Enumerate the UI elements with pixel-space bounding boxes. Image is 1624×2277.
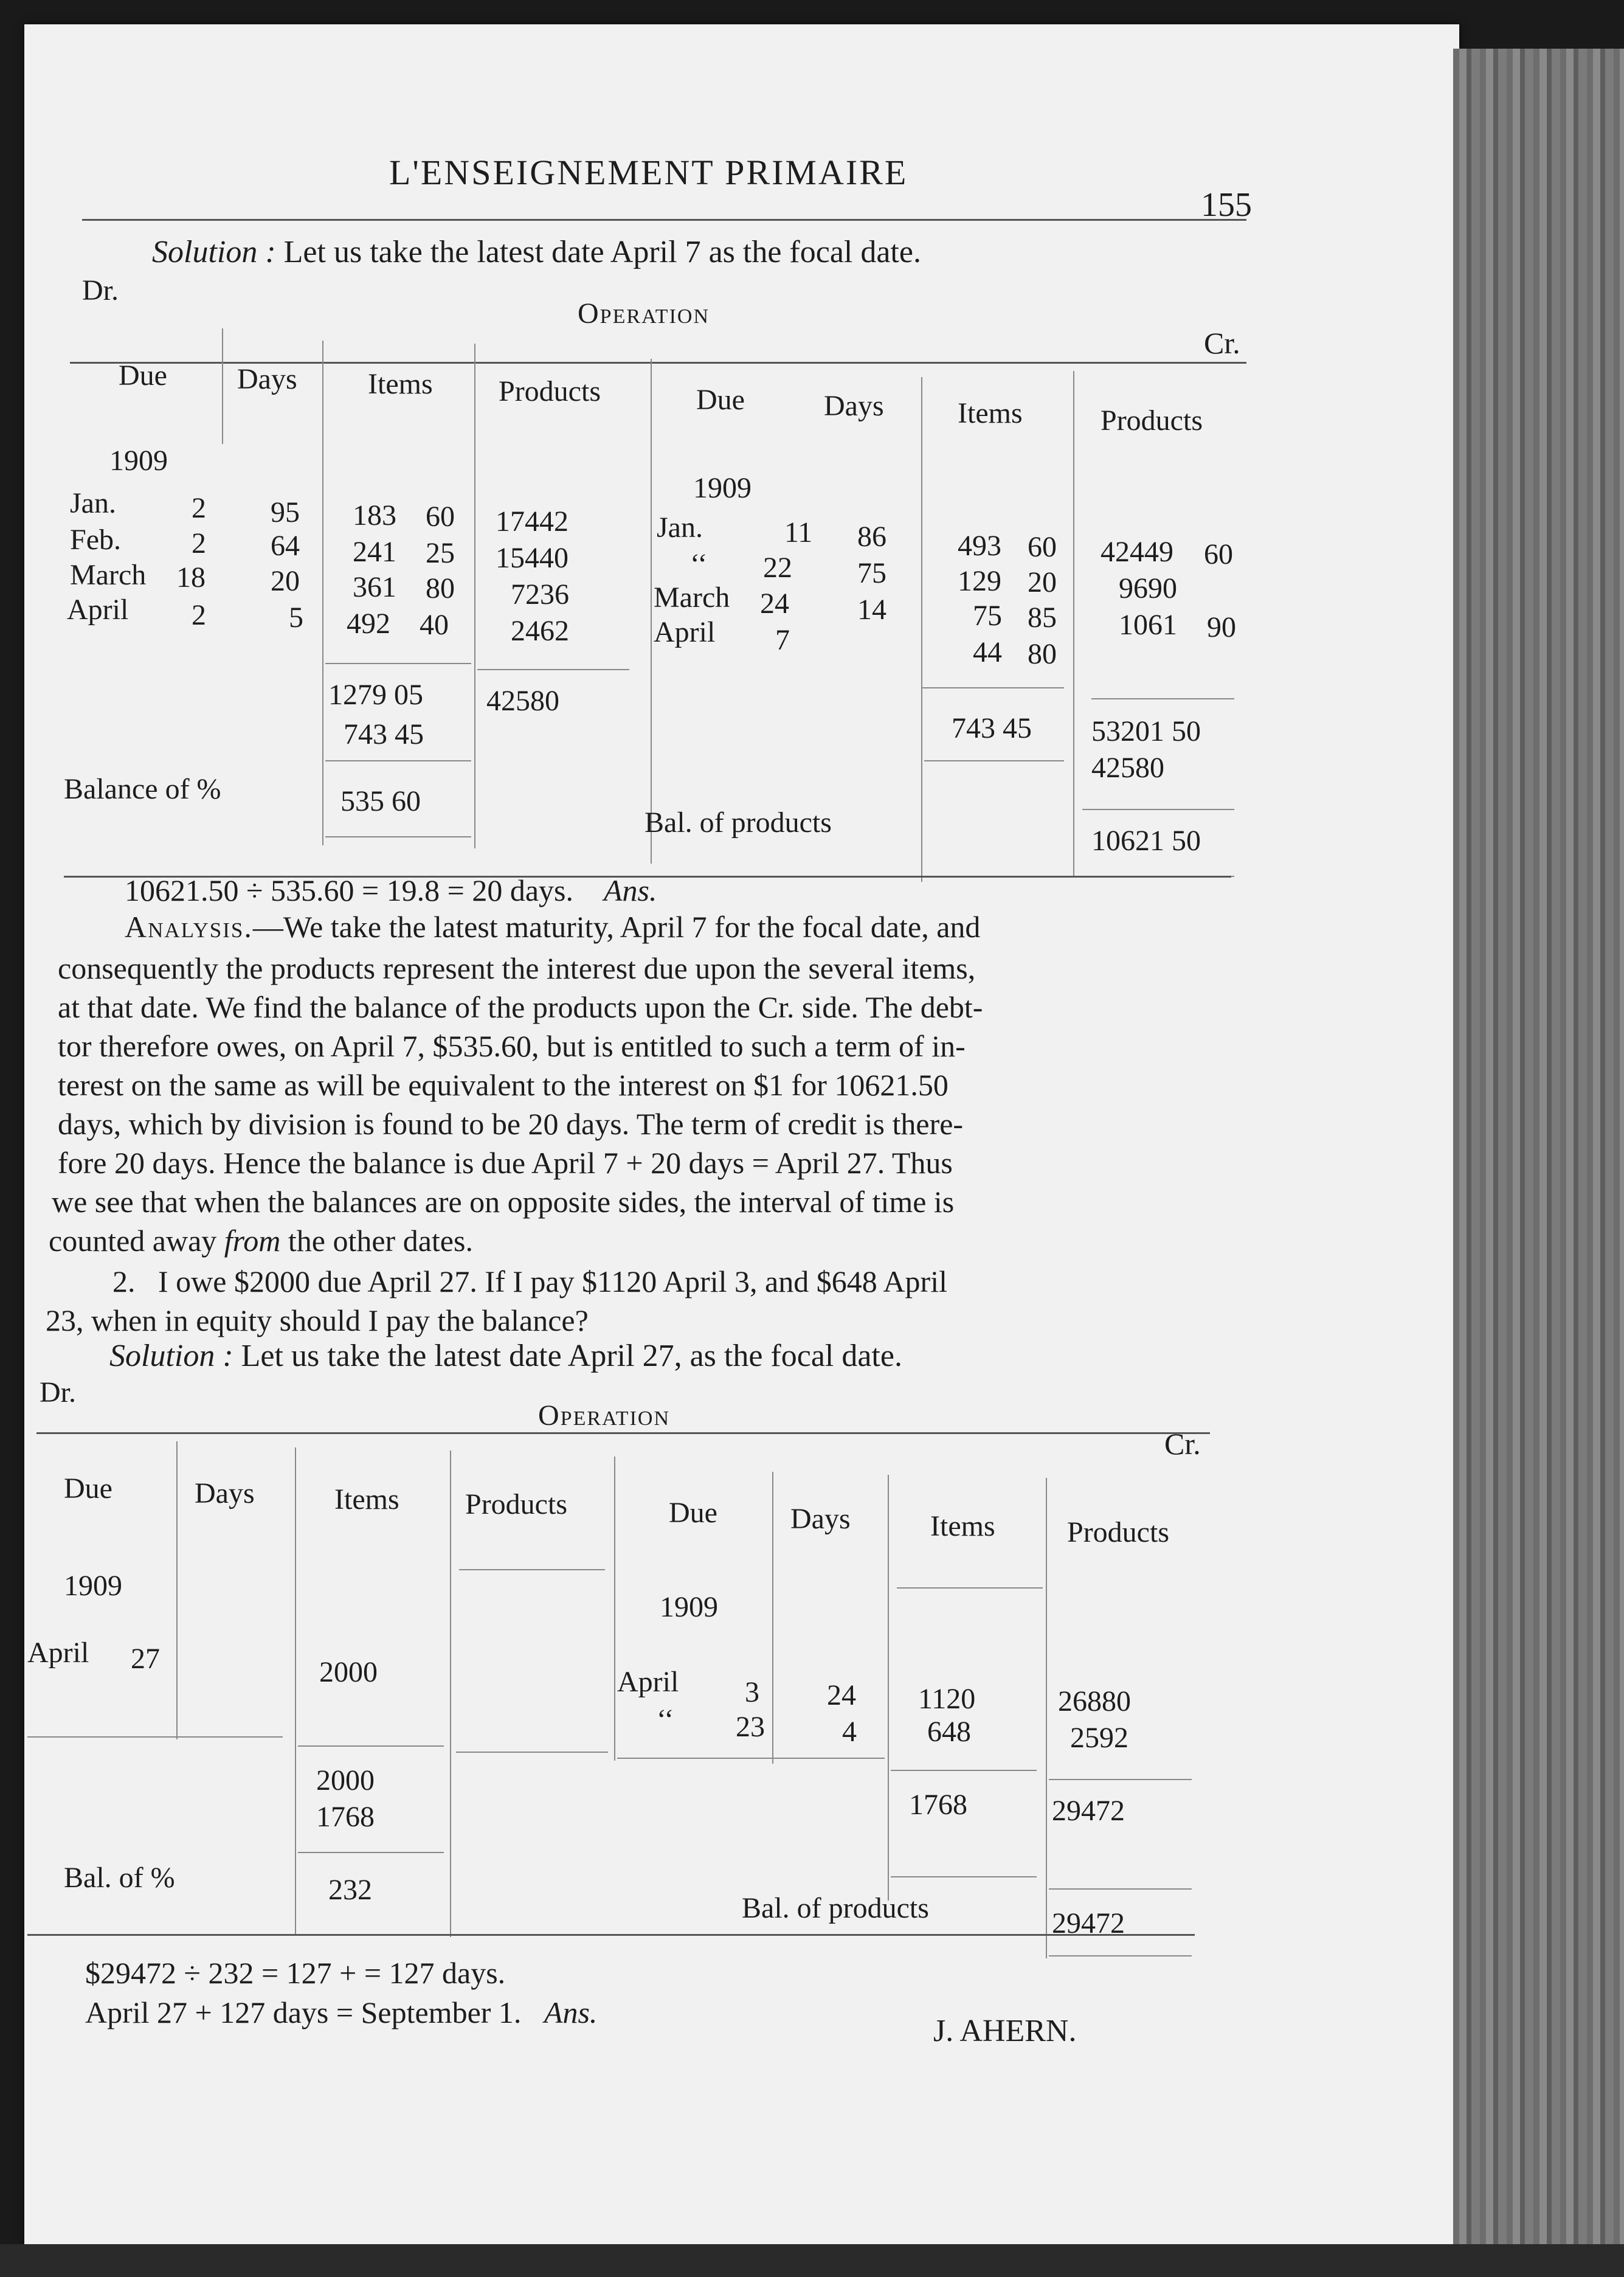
- table1-vrule: [1073, 371, 1074, 876]
- dr-days: 5: [289, 601, 303, 634]
- cr-balance-label-1: Bal. of products: [644, 806, 832, 839]
- cr-total-items-2: 1768: [909, 1789, 967, 1821]
- col-days-cr-1: Days: [824, 390, 884, 422]
- col-products-dr-1: Products: [499, 375, 601, 407]
- dr-balance-1: 535 60: [340, 785, 421, 817]
- dr-label-2: Dr.: [40, 1376, 76, 1409]
- dr-label-1: Dr.: [82, 274, 119, 307]
- table2-vrule: [1046, 1478, 1047, 1958]
- analysis-line: counted away from the other dates.: [49, 1224, 473, 1258]
- cr-products: 26880: [1058, 1685, 1131, 1717]
- col-products-cr-2: Products: [1067, 1516, 1169, 1548]
- col-products-dr-2: Products: [465, 1488, 567, 1520]
- year-cr-2: 1909: [660, 1591, 718, 1623]
- cr-items-cents: 85: [1028, 601, 1057, 634]
- book-spine: [1453, 49, 1624, 2250]
- cr-products-rule-1: [1091, 698, 1234, 699]
- cr-day: 22: [763, 552, 792, 584]
- cr-items-cents: 60: [1028, 531, 1057, 563]
- dr-items-cents: 60: [426, 501, 455, 533]
- cr-days: 14: [857, 594, 886, 626]
- dr-days: 20: [271, 565, 300, 597]
- cr-items-dollars: 44: [973, 636, 1002, 668]
- cr-month: Jan.: [657, 511, 703, 544]
- cr-days: 86: [857, 521, 886, 553]
- cr-items-cents: 80: [1028, 638, 1057, 670]
- cr-days: 75: [857, 557, 886, 589]
- dr-items-b-2: 1768: [316, 1801, 375, 1833]
- dr-subtotal-rule-1: [325, 663, 471, 664]
- dr-products-rule-1: [477, 669, 629, 670]
- analysis-line: consequently the products represent the interest due upon the several items,: [58, 951, 976, 985]
- running-title: L'ENSEIGNEMENT PRIMAIRE: [389, 153, 908, 192]
- dr-items-cents: 80: [426, 572, 455, 605]
- cr-balance-2: 29472: [1052, 1907, 1125, 1939]
- cr-month: March: [654, 581, 730, 614]
- cr-label-1: Cr.: [1204, 326, 1240, 360]
- cr-total-products-2: 29472: [1052, 1795, 1125, 1827]
- dr-month: Jan.: [70, 487, 116, 519]
- dr-items-dollars: 361: [353, 571, 396, 603]
- cr-day: 3: [745, 1676, 759, 1708]
- dr-products: 2462: [511, 615, 569, 647]
- dr-day: 2: [192, 492, 206, 524]
- cr-products-cents: 90: [1207, 611, 1236, 643]
- dr-products-rule-2: [456, 1752, 608, 1753]
- cr-products-rule-2: [1049, 1779, 1192, 1780]
- cr-month: April: [617, 1666, 679, 1698]
- table1-vrule: [651, 359, 652, 864]
- cr-day: 23: [736, 1711, 765, 1743]
- cr-items: 1120: [918, 1683, 976, 1715]
- dr-products: 17442: [496, 505, 568, 538]
- solution-1: Solution : Let us take the latest date April 7 as the focal date.: [152, 235, 921, 269]
- header-rule: [82, 219, 1246, 221]
- answer-2-line-2: April 27 + 127 days = September 1. Ans.: [85, 1995, 598, 2029]
- table2-vrule: [176, 1441, 178, 1739]
- table1-vrule: [222, 328, 223, 444]
- dr-total-items-1: 1279 05: [328, 679, 423, 711]
- dr-balance-2: 232: [328, 1874, 372, 1906]
- dr-sub-items-1: 743 45: [344, 718, 424, 750]
- cr-products-dollars: 1061: [1119, 609, 1177, 641]
- cr-balance-label-2: Bal. of products: [742, 1892, 929, 1924]
- analysis-line: tor therefore owes, on April 7, $535.60, but is entitled to such a term of in-: [58, 1029, 966, 1063]
- cr-final-rule-2: [1049, 1955, 1192, 1956]
- table1-vrule: [921, 377, 922, 882]
- cr-items-top-rule-2: [897, 1587, 1043, 1589]
- year-dr-1: 1909: [109, 445, 168, 477]
- cr-day: 7: [775, 624, 790, 656]
- page-number: 155: [1201, 186, 1252, 224]
- cr-items-dollars: 75: [973, 600, 1002, 632]
- dr-balance-label-2: Bal. of %: [64, 1862, 175, 1894]
- dr-items-rule-2: [298, 1745, 444, 1747]
- cr-month: ‘‘: [657, 1703, 674, 1736]
- col-due-cr-2: Due: [669, 1497, 717, 1529]
- col-due-dr-1: Due: [119, 359, 167, 392]
- cr-days: 24: [827, 1679, 856, 1711]
- cr-products: 2592: [1070, 1722, 1128, 1754]
- cr-label-2: Cr.: [1164, 1427, 1201, 1461]
- analysis-line: terest on the same as will be equivalent to the interest on $1 for 10621.50: [58, 1068, 948, 1102]
- table2-vrule: [772, 1472, 773, 1764]
- table2-vrule: [614, 1457, 615, 1761]
- dr-month: March: [70, 559, 147, 591]
- dr-month: Feb.: [70, 524, 121, 556]
- cr-balance-1: 10621 50: [1091, 825, 1201, 857]
- table2-vrule: [295, 1447, 296, 1934]
- dr-balance-label-1: Balance of %: [64, 773, 221, 805]
- table2-vrule: [450, 1450, 451, 1937]
- cr-month: April: [654, 616, 716, 648]
- analysis-line: Analysis.—We take the latest maturity, April 7 for the focal date, and: [125, 910, 981, 944]
- dr-day: 2: [192, 599, 206, 631]
- col-days-cr-2: Days: [790, 1503, 851, 1535]
- year-cr-1: 1909: [693, 472, 752, 504]
- cr-items: 648: [927, 1716, 971, 1748]
- cr-day: 11: [784, 516, 813, 549]
- analysis-line: we see that when the balances are on opposite sides, the interval of time is: [52, 1185, 955, 1219]
- dr-items-dollars: 492: [347, 608, 390, 640]
- cr-items-rule-1: [924, 760, 1064, 761]
- dr-items: 2000: [319, 1656, 378, 1688]
- dr-items-cents: 25: [426, 537, 455, 569]
- cr-total-products-1: 53201 50: [1091, 715, 1201, 747]
- dr-items-dollars: 183: [353, 499, 396, 532]
- cr-products-cents: 60: [1204, 538, 1233, 570]
- cr-products-dollars: 42449: [1101, 536, 1173, 568]
- cr-items-dollars: 493: [958, 530, 1001, 562]
- dr-days: 95: [271, 496, 300, 529]
- dr-month: April: [27, 1637, 89, 1669]
- dr-items-a-2: 2000: [316, 1764, 375, 1797]
- dr-items-dollars: 241: [353, 536, 396, 568]
- cr-balance-rule-2: [1049, 1888, 1192, 1890]
- dr-day: 27: [131, 1643, 160, 1675]
- col-items-dr-1: Items: [368, 368, 433, 400]
- col-items-cr-2: Items: [930, 1510, 995, 1542]
- cr-sub-products-1: 42580: [1091, 752, 1164, 784]
- table2-top-rule: [36, 1432, 1210, 1434]
- operation-heading-1: Operation: [578, 297, 710, 330]
- scan-border: [0, 2244, 1624, 2277]
- analysis-line: days, which by division is found to be 20 days. The term of credit is there-: [58, 1107, 964, 1141]
- cr-day: 24: [760, 587, 789, 620]
- dr-day: 2: [192, 527, 206, 560]
- col-items-cr-1: Items: [958, 397, 1023, 429]
- dr-month: April: [67, 594, 129, 626]
- year-dr-2: 1909: [64, 1570, 122, 1602]
- table2-vrule: [888, 1475, 889, 1901]
- problem-2-question: 2. I owe $2000 due April 27. If I pay $1120 April 3, and $648 April: [112, 1264, 947, 1298]
- dr-products-top-rule-2: [459, 1569, 605, 1570]
- analysis-line: fore 20 days. Hence the balance is due April 7 + 20 days = April 27. Thus: [58, 1146, 953, 1180]
- col-products-cr-1: Products: [1101, 404, 1203, 437]
- col-due-dr-2: Due: [64, 1472, 112, 1505]
- dr-days: 64: [271, 530, 300, 562]
- col-items-dr-2: Items: [334, 1483, 399, 1516]
- solution-2: Solution : Let us take the latest date April 27, as the focal date.: [109, 1339, 902, 1373]
- table1-vrule: [322, 341, 323, 845]
- cr-balance-items-rule-2: [891, 1876, 1037, 1877]
- operation-heading-2: Operation: [538, 1399, 671, 1432]
- dr-items-cents: 40: [420, 609, 449, 641]
- cr-total-items-1: 743 45: [952, 712, 1032, 744]
- cr-subtotal-rule-1: [921, 687, 1064, 688]
- dr-day: 18: [176, 561, 206, 594]
- analysis-line: at that date. We find the balance of the products upon the Cr. side. The debt-: [58, 990, 983, 1024]
- cr-items-dollars: 129: [958, 565, 1001, 597]
- dr-due-rule-2: [27, 1736, 283, 1738]
- dr-total-products-1: 42580: [486, 685, 559, 717]
- dr-products: 15440: [496, 542, 568, 574]
- col-days-dr-2: Days: [195, 1477, 255, 1509]
- problem-2-question-cont: 23, when in equity should I pay the balance?: [46, 1303, 589, 1337]
- answer-1: 10621.50 ÷ 535.60 = 19.8 = 20 days. Ans.: [125, 873, 657, 907]
- author-signature: J. AHERN.: [933, 2014, 1077, 2048]
- cr-items-rule-2: [891, 1770, 1037, 1771]
- dr-final-rule-1: [325, 836, 471, 837]
- cr-days: 4: [842, 1716, 857, 1748]
- dr-products: 7236: [511, 578, 569, 611]
- dr-balance-rule-2: [298, 1852, 444, 1853]
- col-days-dr-1: Days: [237, 363, 297, 395]
- table2-bottom-rule: [27, 1934, 1195, 1936]
- cr-products-dollars: 9690: [1119, 572, 1177, 605]
- answer-2-line-1: $29472 ÷ 232 = 127 + = 127 days.: [85, 1956, 506, 1990]
- cr-balance-rule-1: [1082, 809, 1234, 810]
- col-due-cr-1: Due: [696, 384, 745, 416]
- cr-due-rule-2: [617, 1758, 885, 1759]
- dr-balance-rule-1: [325, 760, 471, 761]
- cr-month: ‘‘: [690, 548, 708, 580]
- table1-vrule: [474, 344, 475, 848]
- cr-items-cents: 20: [1028, 566, 1057, 598]
